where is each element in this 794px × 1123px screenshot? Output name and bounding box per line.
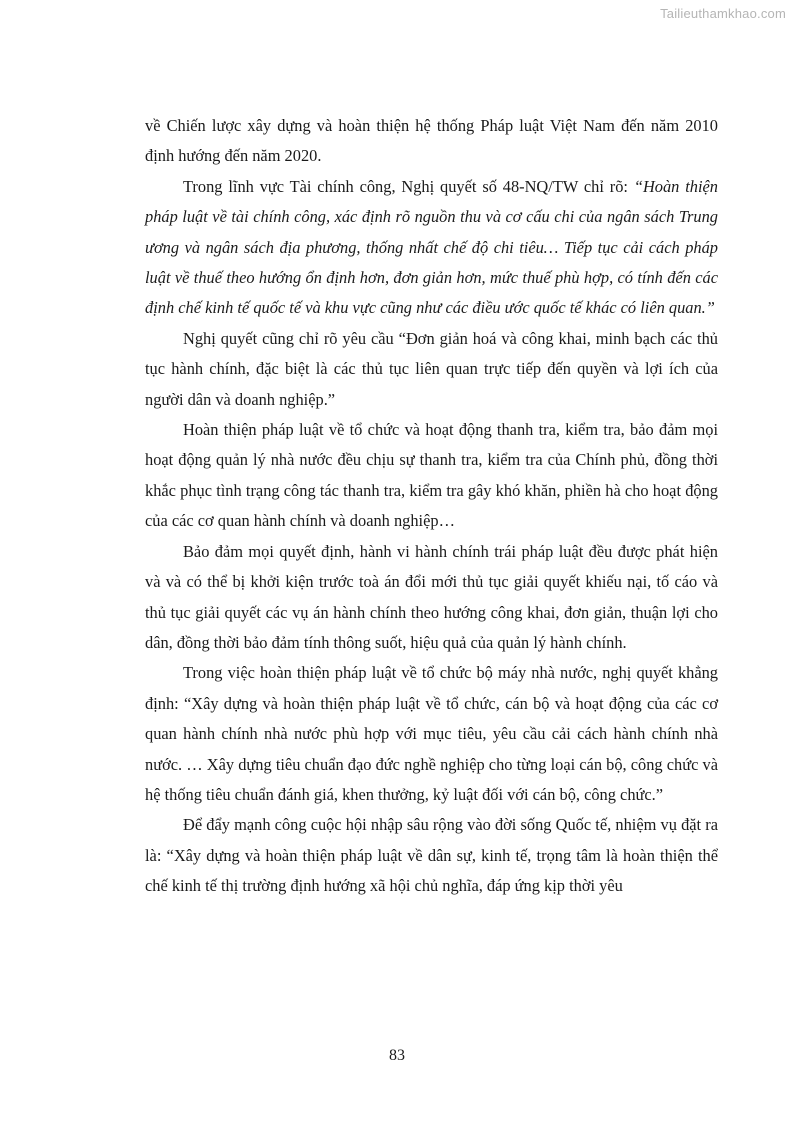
paragraph: về Chiến lược xây dựng và hoàn thiện hệ thống Pháp luật Việt Nam đến năm 2010 định hướng đến năm 2020.	[145, 116, 718, 166]
paragraph-lead: Trong lĩnh vực Tài chính công, Nghị quyết số 48-NQ/TW chỉ rõ:	[183, 176, 634, 196]
watermark: Tailieuthamkhao.com	[660, 6, 786, 21]
document-body	[145, 111, 718, 902]
italic-quote: “Hoàn thiện pháp luật về tài chính công, xác định rõ nguồn thu và cơ cấu chi của ngân sách Trung ương và ngân sách địa phương, thống nhất chế độ chi tiêu… Tiếp tục cải cách pháp luật về thuế theo hướng ổn định hơn, đơn giản hơn, mức thuế phù hợp, có tính đến các định chế kinh tế quốc tế và khu vực cũng như các điều ước quốc tế khác có liên quan.”	[145, 176, 718, 318]
paragraph	[145, 172, 718, 324]
paragraph: Nghị quyết cũng chỉ rõ yêu cầu “Đơn giản hoá và công khai, minh bạch các thủ tục hành chính, đặc biệt là các thủ tục liên quan trực tiếp đến quyền và lợi ích của người dân và doanh nghiệp.”	[145, 328, 718, 409]
paragraph: Để đẩy mạnh công cuộc hội nhập sâu rộng vào đời sống Quốc tế, nhiệm vụ đặt ra là: “Xây dựng và hoàn thiện pháp luật về dân sự, kinh tế, trọng tâm là hoàn thiện thể chế kinh tế thị trường định hướng xã hội chủ nghĩa, đáp ứng kịp thời yêu	[145, 815, 718, 896]
page-number: 83	[389, 1047, 405, 1064]
paragraph: Bảo đảm mọi quyết định, hành vi hành chính trái pháp luật đều được phát hiện và và có thể bị khởi kiện trước toà án đổi mới thủ tục giải quyết khiếu nại, tố cáo và thủ tục giải quyết các vụ án hành chính theo hướng công khai, đơn giản, thuận lợi cho dân, đồng thời bảo đảm tính thông suốt, hiệu quả của quản lý hành chính.	[145, 541, 718, 652]
paragraph: Trong việc hoàn thiện pháp luật về tổ chức bộ máy nhà nước, nghị quyết khẳng định: “Xây dựng và hoàn thiện pháp luật về tổ chức, cán bộ và hoạt động của các cơ quan hành chính nhà nước phù hợp với mục tiêu, yêu cầu cải cách hành chính nhà nước. … Xây dựng tiêu chuẩn đạo đức nghề nghiệp cho từng loại cán bộ, công chức và hệ thống tiêu chuẩn đánh giá, khen thưởng, kỷ luật đối với cán bộ, công chức.”	[145, 663, 718, 804]
paragraph: Hoàn thiện pháp luật về tổ chức và hoạt động thanh tra, kiểm tra, bảo đảm mọi hoạt động quản lý nhà nước đều chịu sự thanh tra, kiểm tra của Chính phủ, đồng thời khắc phục tình trạng công tác thanh tra, kiểm tra gây khó khăn, phiền hà cho hoạt động của các cơ quan hành chính và doanh nghiệp…	[145, 420, 718, 531]
